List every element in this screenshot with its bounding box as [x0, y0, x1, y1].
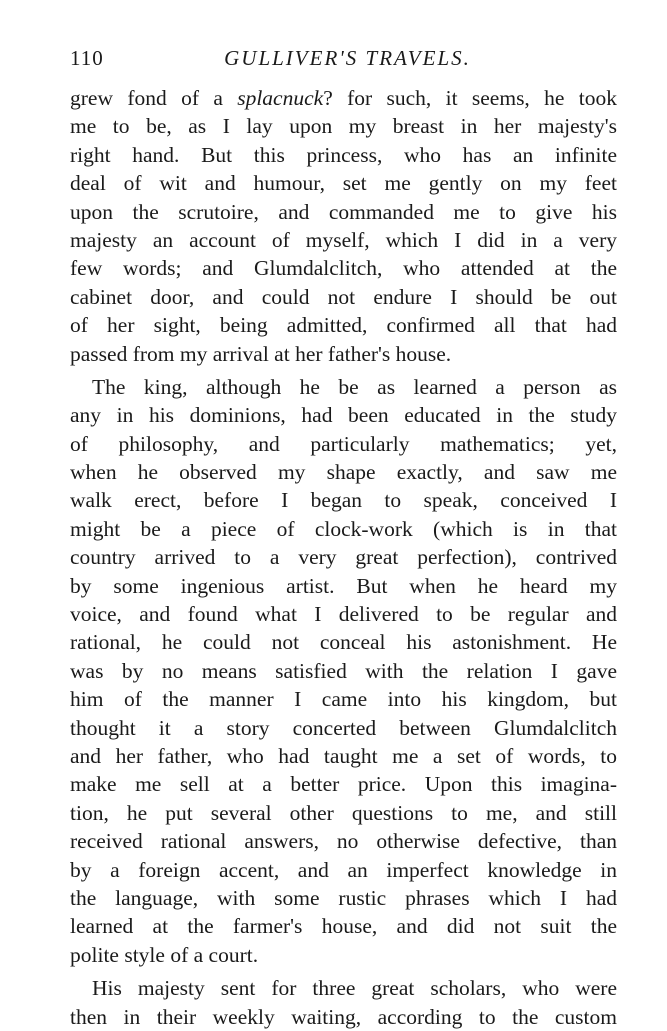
line-text: grew fond of a	[70, 86, 238, 110]
page-number: 110	[70, 46, 104, 70]
line-text: was by no means satisfied with the relation I gave	[70, 658, 617, 683]
text-line	[70, 974, 617, 1002]
line-text: the language, with some rustic phrases which I had	[70, 885, 617, 910]
line-text: voice, and found what I delivered to be regular and	[70, 602, 617, 627]
line-text: polite style of a court.	[70, 942, 259, 967]
text-line	[70, 685, 617, 713]
line-text: deal of wit and humour, set me gently on my feet	[70, 171, 617, 196]
line-text: when he observed my shape exactly, and saw me	[70, 460, 617, 485]
line-text: upon the scrutoire, and commanded me to give his	[70, 199, 617, 224]
text-line	[70, 254, 617, 282]
text-line	[70, 742, 617, 770]
text-line	[70, 628, 617, 656]
paragraph	[70, 84, 617, 368]
text-line	[70, 430, 617, 458]
text-line	[70, 714, 617, 742]
text-line	[70, 770, 617, 798]
line-text: The king, although he be as learned a person as	[92, 374, 617, 399]
text-line	[70, 458, 617, 486]
body-text	[70, 84, 617, 1031]
line-text: any in his dominions, had been educated in the study	[70, 403, 617, 428]
text-line	[70, 340, 617, 368]
text-line	[70, 657, 617, 685]
paragraph	[70, 373, 617, 969]
text-line	[70, 600, 617, 628]
running-head	[70, 44, 617, 72]
text-line	[70, 401, 617, 429]
text-line	[70, 226, 617, 254]
line-text: me to be, as I lay upon my breast in her majesty's	[70, 114, 617, 139]
line-text: of philosophy, and particularly mathematics; yet,	[70, 431, 617, 456]
text-line	[70, 84, 617, 112]
line-text: rational, he could not conceal his astonishment. He	[70, 630, 617, 655]
line-text: by some ingenious artist. But when he heard my	[70, 573, 617, 598]
text-line	[70, 283, 617, 311]
line-text: walk erect, before I began to speak, conceived I	[70, 488, 617, 513]
line-text: passed from my arrival at her father's house.	[70, 341, 452, 366]
line-text: cabinet door, and could not endure I should be out	[70, 284, 617, 309]
line-text: by a foreign accent, and an imperfect knowledge in	[70, 857, 617, 882]
line-text: His majesty sent for three great scholars, who were	[92, 976, 617, 1001]
line-text: and her father, who had taught me a set of words, to	[70, 743, 617, 768]
text-line	[70, 515, 617, 543]
text-line	[70, 941, 617, 969]
text-line	[70, 884, 617, 912]
line-text: him of the manner I came into his kingdom, but	[70, 687, 617, 712]
text-line	[70, 198, 617, 226]
text-line	[70, 311, 617, 339]
line-text: majesty an account of myself, which I did in a very	[70, 227, 617, 252]
text-line	[70, 827, 617, 855]
line-text: ? for such, it seems, he took	[323, 86, 617, 110]
line-text: make me sell at a better price. Upon this imagina-	[70, 772, 617, 797]
line-text: tion, he put several other questions to me, and still	[70, 800, 617, 825]
line-text: right hand. But this princess, who has an infinite	[70, 142, 617, 167]
line-text: country arrived to a very great perfection), contrived	[70, 545, 617, 570]
text-line	[70, 799, 617, 827]
text-line	[70, 486, 617, 514]
text-line	[70, 169, 617, 197]
line-text: few words; and Glumdalclitch, who attended at the	[70, 256, 617, 281]
text-line	[70, 373, 617, 401]
text-line	[70, 112, 617, 140]
line-text: of her sight, being admitted, confirmed all that had	[70, 313, 617, 338]
line-text: might be a piece of clock-work (which is in that	[70, 516, 617, 541]
text-line	[70, 856, 617, 884]
text-line	[70, 572, 617, 600]
text-line	[70, 543, 617, 571]
line-text: thought it a story concerted between Glumdalclitch	[70, 715, 617, 740]
paragraph	[70, 974, 617, 1031]
text-line	[70, 1003, 617, 1031]
running-title: GULLIVER'S TRAVELS.	[224, 46, 471, 70]
line-text: received rational answers, no otherwise defective, than	[70, 829, 617, 854]
text-line	[70, 141, 617, 169]
line-text: learned at the farmer's house, and did not suit the	[70, 914, 617, 939]
italic-word: splacnuck	[237, 86, 324, 110]
text-line	[70, 912, 617, 940]
line-text: then in their weekly waiting, according to the custom	[70, 1004, 617, 1029]
